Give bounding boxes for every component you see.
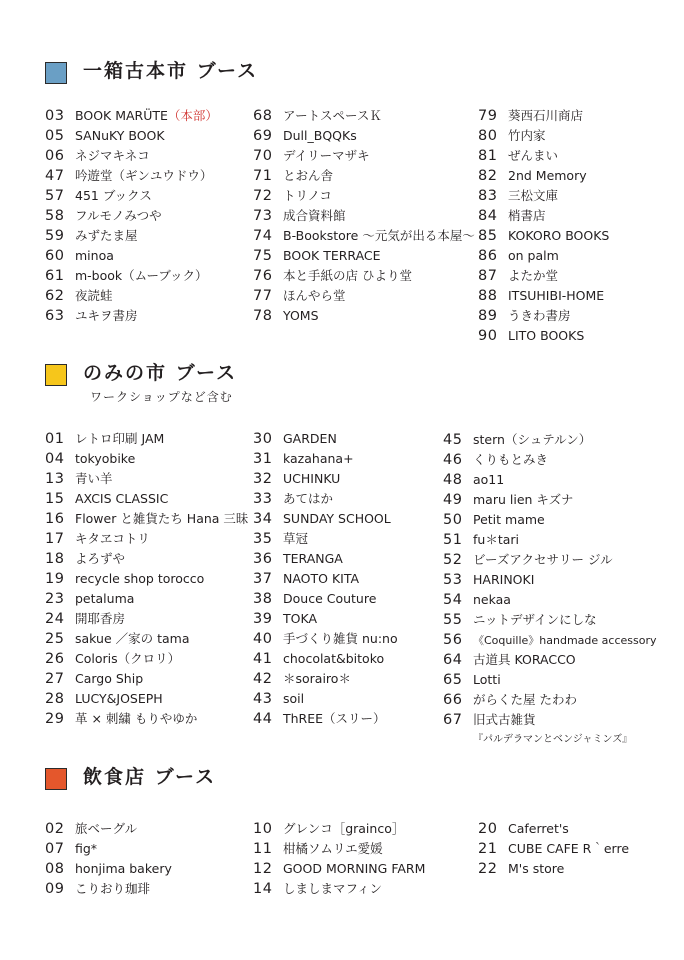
booth-number: 38: [253, 591, 273, 607]
booth-item: [253, 469, 398, 489]
booth-number: 06: [45, 148, 65, 164]
booth-name: 三松文庫: [508, 188, 559, 203]
booth-number: 08: [45, 861, 65, 877]
booth-item: [45, 609, 248, 629]
booth-number: 18: [45, 551, 65, 567]
booth-item: [253, 106, 475, 126]
booth-number: 22: [478, 861, 498, 877]
booth-name: トリノコ: [283, 188, 332, 203]
booth-name: ニットデザインにしな: [473, 612, 597, 627]
booth-item: [478, 106, 609, 126]
booth-item: [253, 266, 475, 286]
booth-name: GARDEN: [283, 431, 337, 446]
booth-item: [253, 589, 398, 609]
section-subtitle: ワークショップなど含む: [90, 390, 233, 404]
booth-column-1: [45, 429, 248, 729]
booth-item: [478, 166, 609, 186]
booth-item: [478, 819, 629, 839]
booth-number: 23: [45, 591, 65, 607]
booth-item: [45, 509, 248, 529]
booth-name: 本と手紙の店 ひより堂: [283, 268, 412, 283]
booth-name: Petit mame: [473, 512, 545, 527]
section-header: [0, 62, 684, 102]
booth-name: ビーズアクセサリー ジル: [473, 552, 613, 567]
booth-number: 34: [253, 511, 273, 527]
booth-number: 69: [253, 128, 273, 144]
booth-number: 37: [253, 571, 273, 587]
booth-item: [478, 839, 629, 859]
booth-name: on palm: [508, 248, 559, 263]
booth-number: 63: [45, 308, 65, 324]
booth-number: 73: [253, 208, 273, 224]
section-title: 飲食店 ブース: [83, 766, 217, 788]
booth-number: 39: [253, 611, 273, 627]
booth-name: TOKA: [283, 611, 318, 626]
booth-name: petaluma: [75, 591, 135, 606]
booth-number: 56: [443, 632, 463, 648]
booth-item: [478, 859, 629, 879]
booth-item: [478, 286, 609, 306]
section-title: 一箱古本市 ブース: [83, 60, 259, 82]
booth-item: [253, 569, 398, 589]
booth-item: [253, 146, 475, 166]
booth-name: Flower と雑貨たち Hana 三昧: [75, 511, 249, 526]
booth-number: 31: [253, 451, 273, 467]
booth-item: [478, 126, 609, 146]
booth-number: 03: [45, 108, 65, 124]
booth-name: 成合資料館: [283, 208, 346, 223]
booth-item: [253, 489, 398, 509]
booth-number: 60: [45, 248, 65, 264]
booth-name: chocolat&bitoko: [283, 651, 385, 666]
booth-item: [253, 509, 398, 529]
booth-number: 24: [45, 611, 65, 627]
booth-name: BOOK MARÜTE: [75, 108, 168, 123]
booth-name: Coloris（クロリ）: [75, 651, 181, 666]
booth-number: 77: [253, 288, 273, 304]
booth-name: ThREE（スリー）: [283, 711, 386, 726]
booth-name: こりおり珈琲: [75, 881, 151, 896]
booth-note: （本部）: [167, 108, 218, 123]
blue-square-icon: [45, 62, 67, 84]
booth-item: [45, 589, 248, 609]
booth-number: 02: [45, 821, 65, 837]
booth-number: 85: [478, 228, 498, 244]
booth-name: recycle shop torocco: [75, 571, 205, 586]
booth-name: 草冠: [283, 531, 309, 546]
booth-name: くりもとみき: [473, 452, 549, 467]
booth-item: [478, 246, 609, 266]
booth-item: [253, 819, 425, 839]
booth-name: 革 × 刺繍 もりやゆか: [75, 711, 198, 726]
booth-item: [253, 306, 475, 326]
booth-number: 81: [478, 148, 498, 164]
booth-name: ネジマキネコ: [75, 148, 150, 163]
booth-item: [443, 470, 657, 490]
booth-number: 47: [45, 168, 65, 184]
section-header: [0, 364, 684, 404]
booth-item: [253, 226, 475, 246]
booth-item: [45, 206, 218, 226]
booth-name: maru lien キズナ: [473, 492, 574, 507]
booth-name: しましまマフィン: [283, 881, 383, 896]
section-hitohako: [0, 62, 684, 362]
booth-number: 67: [443, 712, 463, 728]
booth-number: 83: [478, 188, 498, 204]
booth-item: [45, 226, 218, 246]
booth-column-3: [478, 819, 629, 879]
booth-item: [443, 490, 657, 510]
booth-name: ほんやら堂: [283, 288, 346, 303]
booth-item: [45, 669, 248, 689]
booth-name: 梢書店: [508, 208, 546, 223]
booth-item: [45, 529, 248, 549]
booth-name: 旧式古雑貨: [473, 712, 536, 727]
booth-item: [443, 610, 657, 630]
booth-number: 28: [45, 691, 65, 707]
booth-number: 12: [253, 861, 273, 877]
booth-number: 11: [253, 841, 273, 857]
booth-number: 61: [45, 268, 65, 284]
booth-number: 88: [478, 288, 498, 304]
booth-item: [45, 286, 218, 306]
booth-number: 15: [45, 491, 65, 507]
booth-name: UCHINKU: [283, 471, 341, 486]
booth-number: 32: [253, 471, 273, 487]
booth-number: 33: [253, 491, 273, 507]
booth-number: 04: [45, 451, 65, 467]
booth-name: 旅ベーグル: [75, 821, 138, 836]
booth-number: 41: [253, 651, 273, 667]
booth-name: キタヱコトリ: [75, 531, 150, 546]
booth-number: 25: [45, 631, 65, 647]
booth-item: [253, 126, 475, 146]
booth-item: [45, 569, 248, 589]
booth-name: 《Coquille》handmade accessory: [473, 634, 657, 647]
booth-item: [253, 879, 425, 899]
booth-item: [45, 146, 218, 166]
booth-item: [478, 326, 609, 346]
booth-number: 19: [45, 571, 65, 587]
booth-name: SANuKY BOOK: [75, 128, 165, 143]
booth-name: NAOTO KITA: [283, 571, 360, 586]
booth-item: [45, 689, 248, 709]
booth-item: [253, 246, 475, 266]
booth-item: [443, 650, 657, 670]
booth-name: よたか堂: [508, 268, 559, 283]
booth-item: [45, 819, 172, 839]
booth-number: 13: [45, 471, 65, 487]
booth-number: 27: [45, 671, 65, 687]
booth-item: [478, 266, 609, 286]
booth-item: [45, 469, 248, 489]
orange-square-icon: [45, 768, 67, 790]
section-header: [0, 768, 684, 808]
booth-name: m-book（ムーブック）: [75, 268, 208, 283]
booth-number: 42: [253, 671, 273, 687]
booth-item: [253, 286, 475, 306]
booth-item: [45, 449, 248, 469]
booth-name: LUCY&JOSEPH: [75, 691, 163, 706]
booth-item: [478, 206, 609, 226]
booth-name: 青い羊: [75, 471, 113, 486]
section-inshokuten: [0, 768, 684, 908]
booth-name: あてはか: [283, 491, 334, 506]
booth-name: minoa: [75, 248, 114, 263]
booth-number: 75: [253, 248, 273, 264]
booth-name: ITSUHIBI-HOME: [508, 288, 605, 303]
booth-number: 78: [253, 308, 273, 324]
booth-item: [45, 429, 248, 449]
booth-item: [253, 649, 398, 669]
booth-item: [45, 266, 218, 286]
booth-number: 21: [478, 841, 498, 857]
booth-name: とおん舎: [283, 168, 334, 183]
booth-item: [443, 530, 657, 550]
booth-name: KOKORO BOOKS: [508, 228, 610, 243]
booth-name: みずたま屋: [75, 228, 138, 243]
booth-item: [45, 859, 172, 879]
booth-name: Douce Couture: [283, 591, 377, 606]
booth-name: nekaa: [473, 592, 511, 607]
booth-item: [45, 709, 248, 729]
booth-name: LITO BOOKS: [508, 328, 585, 343]
booth-column-3: [478, 106, 609, 346]
booth-number: 89: [478, 308, 498, 324]
booth-item: [253, 609, 398, 629]
booth-number: 57: [45, 188, 65, 204]
booth-item: [45, 839, 172, 859]
booth-item: [443, 450, 657, 470]
booth-item: [253, 709, 398, 729]
booth-name: 葵西石川商店: [508, 108, 584, 123]
booth-item: [253, 206, 475, 226]
booth-number: 30: [253, 431, 273, 447]
booth-item: [443, 690, 657, 710]
booth-name: SUNDAY SCHOOL: [283, 511, 391, 526]
booth-name: 吟遊堂（ギンユウドウ）: [75, 168, 213, 183]
booth-name: stern（シュテルン）: [473, 432, 592, 447]
booth-item: [253, 166, 475, 186]
booth-number: 74: [253, 228, 273, 244]
booth-number: 55: [443, 612, 463, 628]
booth-name: 夜読蛙: [75, 288, 113, 303]
booth-item: [253, 429, 398, 449]
booth-item: [45, 166, 218, 186]
booth-name: グレンコ［grainco］: [283, 821, 405, 836]
booth-column-1: [45, 819, 172, 899]
booth-number: 35: [253, 531, 273, 547]
booth-item: [45, 306, 218, 326]
booth-number: 09: [45, 881, 65, 897]
booth-item: [443, 550, 657, 570]
booth-item: [478, 146, 609, 166]
booth-number: 68: [253, 108, 273, 124]
booth-number: 82: [478, 168, 498, 184]
booth-name: 2nd Memory: [508, 168, 587, 183]
booth-number: 51: [443, 532, 463, 548]
booth-item: [45, 489, 248, 509]
booth-number: 46: [443, 452, 463, 468]
booth-item: [253, 186, 475, 206]
booth-number: 71: [253, 168, 273, 184]
booth-number: 90: [478, 328, 498, 344]
booth-item: [443, 430, 657, 450]
booth-name: YOMS: [283, 308, 319, 323]
booth-item: [45, 186, 218, 206]
booth-name: 手づくり雑貨 nu:no: [283, 631, 398, 646]
booth-column-2: [253, 106, 475, 326]
booth-number: 07: [45, 841, 65, 857]
booth-item: [45, 649, 248, 669]
booth-number: 87: [478, 268, 498, 284]
booth-column-2: [253, 429, 398, 729]
booth-number: 52: [443, 552, 463, 568]
booth-name: kazahana+: [283, 451, 354, 466]
booth-number: 65: [443, 672, 463, 688]
booth-name: 竹内家: [508, 128, 546, 143]
booth-item: [253, 529, 398, 549]
booth-number: 59: [45, 228, 65, 244]
booth-name: AXCIS CLASSIC: [75, 491, 169, 506]
booth-item: [45, 549, 248, 569]
booth-name: デイリーマザキ: [283, 148, 370, 163]
booth-name: ＊sorairo＊: [283, 671, 351, 686]
booth-name: CUBE CAFE R｀erre: [508, 841, 630, 856]
booth-item: [253, 449, 398, 469]
booth-item: [253, 689, 398, 709]
booth-name: B-Bookstore 〜元気が出る本屋〜: [283, 228, 475, 243]
booth-name: TERANGA: [283, 551, 343, 566]
booth-name: Lotti: [473, 672, 501, 687]
booth-number: 64: [443, 652, 463, 668]
booth-item: [45, 246, 218, 266]
booth-item: [45, 629, 248, 649]
booth-item: [443, 630, 657, 650]
booth-number: 50: [443, 512, 463, 528]
booth-item: [253, 549, 398, 569]
booth-number: 86: [478, 248, 498, 264]
booth-number: 62: [45, 288, 65, 304]
booth-number: 10: [253, 821, 273, 837]
booth-number: 54: [443, 592, 463, 608]
booth-name: HARINOKI: [473, 572, 535, 587]
booth-number: 20: [478, 821, 498, 837]
booth-name: がらくた屋 たわわ: [473, 692, 577, 707]
booth-name: アートスペースＫ: [283, 108, 382, 123]
booth-number: 53: [443, 572, 463, 588]
booth-name: ユキヲ書房: [75, 308, 138, 323]
booth-item: [443, 590, 657, 610]
booth-number: 79: [478, 108, 498, 124]
booth-number: 16: [45, 511, 65, 527]
booth-number: 29: [45, 711, 65, 727]
booth-number: 43: [253, 691, 273, 707]
booth-name: Cargo Ship: [75, 671, 144, 686]
booth-item: [45, 106, 218, 126]
booth-name: 古道具 KORACCO: [473, 652, 576, 667]
booth-item: [45, 879, 172, 899]
booth-name: soil: [283, 691, 305, 706]
booth-name: GOOD MORNING FARM: [283, 861, 426, 876]
booth-name-continued: 『パルデラマンとベンジャミンズ』: [473, 734, 633, 745]
booth-item: [443, 570, 657, 590]
booth-number: 40: [253, 631, 273, 647]
booth-name: 柑橘ソムリエ愛媛: [283, 841, 383, 856]
booth-item: [443, 710, 657, 730]
booth-name: うきわ書房: [508, 308, 571, 323]
booth-number: 01: [45, 431, 65, 447]
section-title: のみの市 ブース: [83, 362, 238, 384]
booth-column-2: [253, 819, 425, 899]
booth-name: フルモノみつや: [75, 208, 162, 223]
booth-name: ao11: [473, 472, 505, 487]
booth-number: 17: [45, 531, 65, 547]
booth-number: 80: [478, 128, 498, 144]
booth-name: fig*: [75, 841, 98, 856]
booth-name: Dull_BQQKs: [283, 128, 357, 143]
booth-number: 14: [253, 881, 273, 897]
booth-number: 36: [253, 551, 273, 567]
booth-number: 05: [45, 128, 65, 144]
booth-name: tokyobike: [75, 451, 136, 466]
booth-item: [443, 670, 657, 690]
booth-name: BOOK TERRACE: [283, 248, 381, 263]
booth-number: 45: [443, 432, 463, 448]
booth-number: 26: [45, 651, 65, 667]
booth-item: [478, 306, 609, 326]
booth-number: 72: [253, 188, 273, 204]
booth-item: [478, 226, 609, 246]
booth-number: 49: [443, 492, 463, 508]
booth-name: ぜんまい: [508, 148, 559, 163]
booth-item: [443, 510, 657, 530]
booth-item: [478, 186, 609, 206]
booth-item: [253, 839, 425, 859]
booth-item: [253, 629, 398, 649]
booth-name: レトロ印刷 JAM: [75, 431, 165, 446]
booth-number: 44: [253, 711, 273, 727]
booth-column-3: [443, 430, 657, 750]
booth-number: 76: [253, 268, 273, 284]
booth-name: sakue ／家の tama: [75, 631, 190, 646]
booth-name: よろずや: [75, 551, 126, 566]
booth-number: 70: [253, 148, 273, 164]
booth-name: 451 ブックス: [75, 188, 152, 203]
booth-number: 84: [478, 208, 498, 224]
yellow-square-icon: [45, 364, 67, 386]
booth-name: Caferret's: [508, 821, 569, 836]
booth-item: [253, 859, 425, 879]
booth-number: 58: [45, 208, 65, 224]
booth-number: 66: [443, 692, 463, 708]
section-nominoichi: [0, 364, 684, 764]
booth-item: [45, 126, 218, 146]
booth-column-1: [45, 106, 218, 326]
booth-item: [253, 669, 398, 689]
booth-name: M's store: [508, 861, 565, 876]
booth-name: fu＊tari: [473, 532, 519, 547]
booth-name: honjima bakery: [75, 861, 172, 876]
booth-number: 48: [443, 472, 463, 488]
booth-name: 開耶香房: [75, 611, 126, 626]
